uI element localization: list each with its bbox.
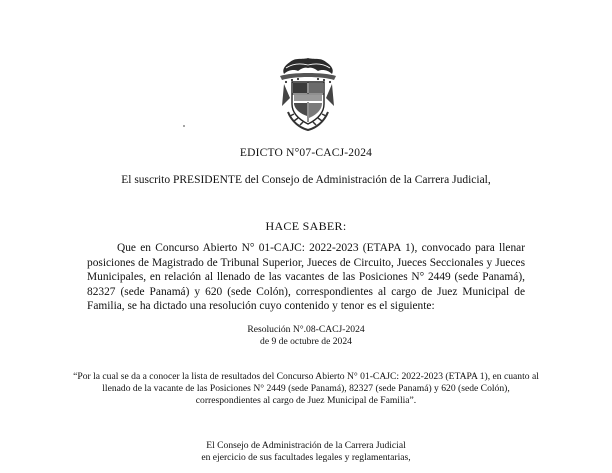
coat-of-arms-of-panama-icon	[272, 54, 344, 134]
edict-title: EDICTO N°07-CACJ-2024	[239, 147, 373, 159]
hace-saber-heading: HACE SABER:	[265, 219, 347, 233]
council-line-2: en ejercicio de sus facultades legales y reglamentarias,	[201, 451, 411, 463]
council-line-1: El Consejo de Administración de la Carrera Judicial	[206, 440, 406, 451]
resolution-block	[0, 324, 612, 347]
resolution-date: de 9 de octubre de 2024	[260, 335, 352, 347]
council-block	[0, 440, 612, 463]
resolution-quote: “Por la cual se da a conocer la lista de resultados del Concurso Abierto N° 01-CAJC: 2022-2023 (ETAPA 1), en cuanto al llenado de la vacante de las Posiciones N° 2449 (sede Panamá), 82327 (sede Panamá) y 620 (sede Colón), correspondientes al cargo de Juez Municipal de Familia”.	[73, 371, 539, 406]
resolution-number: Resolución N°.08-CACJ-2024	[247, 324, 365, 335]
body-paragraph: Que en Concurso Abierto N° 01-CAJC: 2022-2023 (ETAPA 1), convocado para llenar posiciones de Magistrado de Tribunal Superior, Jueces de Circuito, Jueces Seccionales y Jueces Municipales, en relación al llenado de las vacantes de las Posiciones N° 2449 (sede Panamá), 82327 (sede Panamá) y 620 (sede Colón), correspondientes al cargo de Juez Municipal de Familia, se ha dictado una resolución cuyo contenido y tenor es el siguiente:	[87, 242, 525, 313]
intro-line: El suscrito PRESIDENTE del Consejo de Administración de la Carrera Judicial,	[121, 174, 491, 186]
scan-speck	[183, 125, 185, 127]
